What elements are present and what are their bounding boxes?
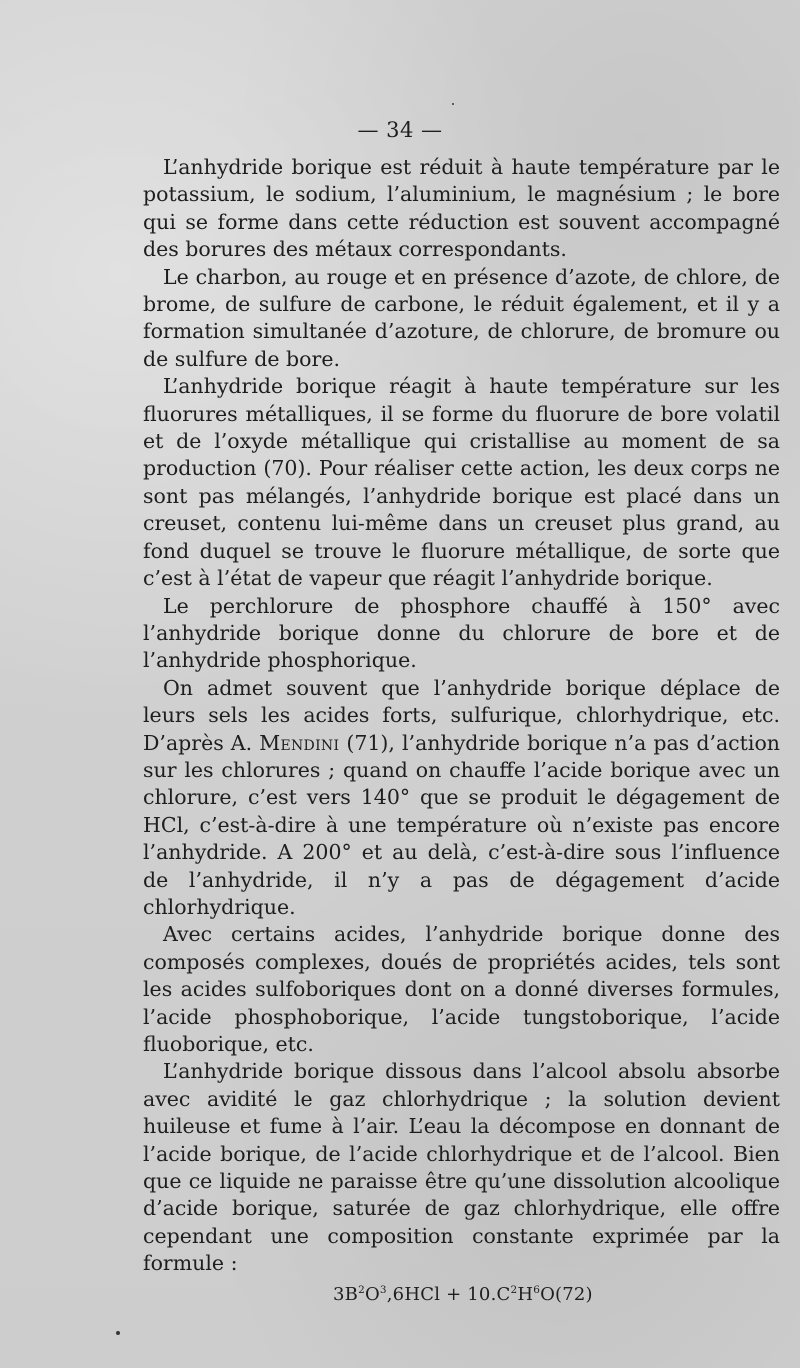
paragraph-5-part-2: (71), l’anhydride borique n’a pas d’action sur les chlorures ; quand on chauffe l’acide borique avec un chlorure, c’est vers 140° que se produit le dégagement de HCl, c’est-à-dire à une température où n’existe pas encore l’anhydride. A 200° et au delà, c’est-à-dire sous l’influence de l’anhydride, il n’y a pas de dégagement d’acide chlorhydrique. <box>143 730 780 919</box>
paragraph-5-part-1: On admet souvent que l’anhydride borique déplace de leurs sels les acides forts, sulfurique, chlorhydrique, etc. D’après A. <box>143 675 780 755</box>
formula-subscript-1: 2 <box>358 1283 365 1296</box>
paper-speck <box>116 1331 120 1335</box>
paragraph-6: Avec certains acides, l’anhydride borique donne des composés complexes, doués de propriétés acides, tels sont les acides sulfoboriques dont on a donné diverses formules, l’acide phosphoborique, l’acide tungstoborique, l’acide fluoborique, etc. <box>143 922 780 1056</box>
paragraph-7: L’anhydride borique dissous dans l’alcool absolu absorbe avec avidité le gaz chlorhydrique ; la solution devient huileuse et fume à l’air. L’eau la décompose en donnant de l’acide borique, de l’acide chlorhydrique et de l’alcool. Bien que ce liquide ne paraisse être qu’une dissolution alcoolique d’acide borique, saturée de gaz chlorhydrique, elle offre cependant une composition constante exprimée par la formule : <box>143 1059 780 1276</box>
formula-part-1: 3B <box>333 1283 359 1305</box>
paragraph-1: L’anhydride borique est réduit à haute température par le potassium, le sodium, l’aluminium, le magnésium ; le bore qui se forme dans cette réduction est souvent accompagné des borures des métaux correspondants. <box>143 155 780 262</box>
formula-part-4: H <box>517 1283 534 1305</box>
formula-subscript-2: 3 <box>379 1283 387 1296</box>
author-name: Mendini <box>259 730 340 755</box>
page-number: — 34 — <box>357 118 443 142</box>
paragraph-2: Le charbon, au rouge et en présence d’azote, de chlore, de brome, de sulfure de carbone, le réduit également, et il y a formation simultanée d’azoture, de chlorure, de bromure ou de sulfure de bore. <box>143 264 780 371</box>
formula-part-2: O <box>364 1283 380 1305</box>
paragraph-4: Le perchlorure de phosphore chauffé à 150° avec l’anhydride borique donne du chlorure de bore et de l’anhydride phosphorique. <box>143 593 780 673</box>
formula-subscript-3: 2 <box>510 1283 518 1296</box>
paragraph-3: L’anhydride borique réagit à haute température sur les fluorures métalliques, il se forme du fluorure de bore volatil et de l’oxyde métallique qui cristallise au moment de sa production (70). Pour réaliser cette action, les deux corps ne sont pas mélangés, l’anhydride borique est placé dans un creuset, contenu lui-même dans un creuset plus grand, au fond duquel se trouve le fluorure métallique, de sorte que c’est à l’état de vapeur que réagit l’anhydride borique. <box>143 374 780 591</box>
formula-part-3: ,6HCl + 10.C <box>386 1283 511 1305</box>
chemical-formula <box>333 1282 780 1308</box>
formula-subscript-4: 6 <box>533 1283 541 1296</box>
formula-part-5: O(72) <box>540 1283 593 1305</box>
page-body <box>143 154 780 1308</box>
paper-speck <box>452 103 454 105</box>
paragraph-5 <box>143 675 780 922</box>
